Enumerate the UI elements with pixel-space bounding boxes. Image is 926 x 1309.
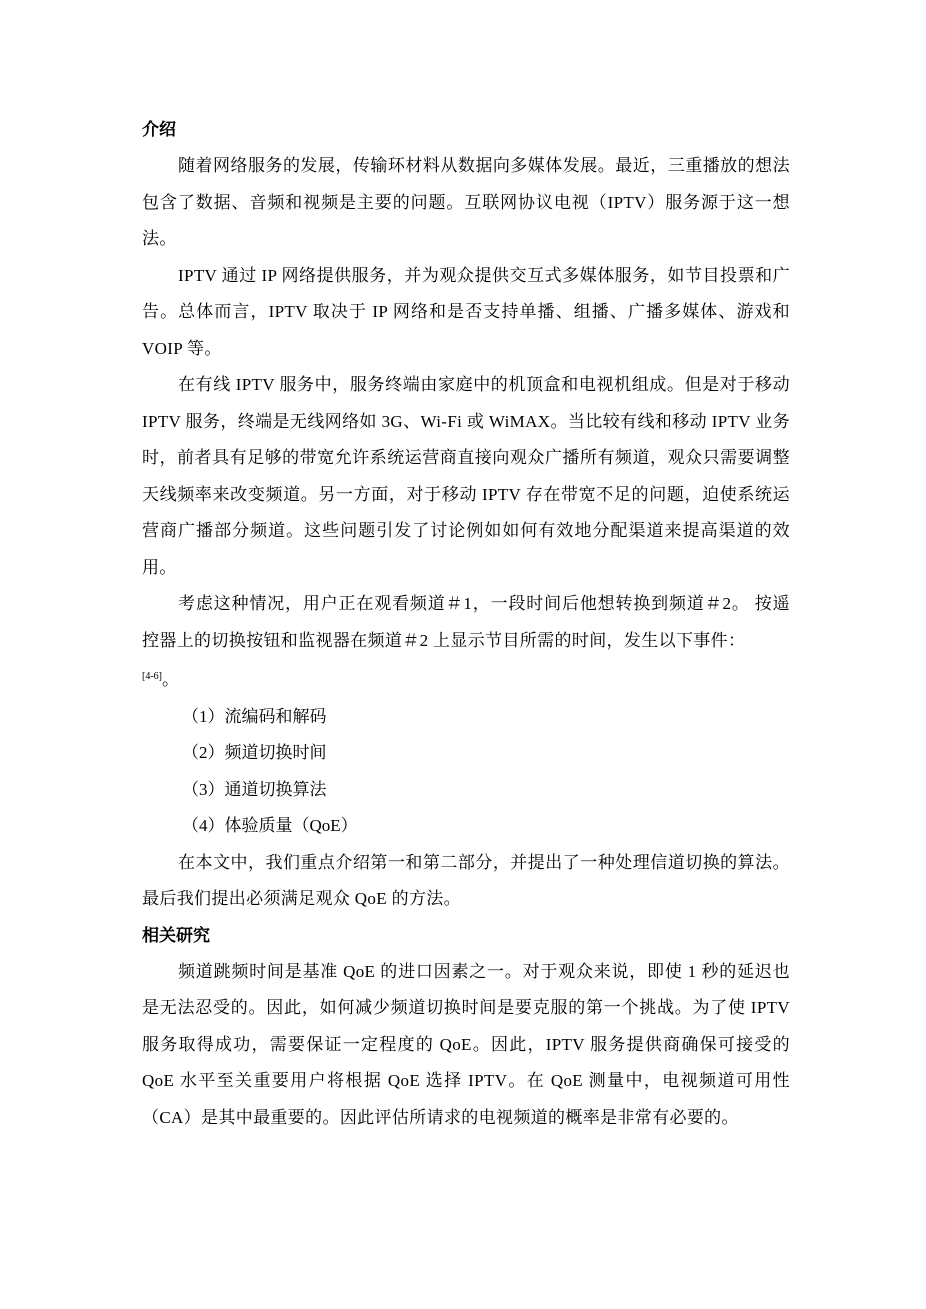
intro-paragraph-2: IPTV 通过 IP 网络提供服务，并为观众提供交互式多媒体服务，如节目投票和广告。总体而言，IPTV 取决于 IP 网络和是否支持单播、组播、广播多媒体、游戏和 VOIP 等。 — [142, 265, 790, 358]
intro-paragraph-1: 随着网络服务的发展，传输环材料从数据向多媒体发展。最近，三重播放的想法包含了数据、音频和视频是主要的问题。互联网协议电视（IPTV）服务源于这一想法。 — [142, 156, 790, 248]
intro-paragraph-5: 在本文中，我们重点介绍第一和第二部分，并提出了一种处理信道切换的算法。 最后我们提出必须满足观众 QoE 的方法。 — [142, 852, 790, 908]
citation-reference: [4-6] — [142, 671, 162, 682]
list-item: （2）频道切换时间 — [182, 743, 327, 762]
document-page — [142, 112, 790, 1136]
intro-paragraph-4 — [142, 586, 790, 699]
intro-paragraph-4-text: 考虑这种情况，用户正在观看频道＃1，一段时间后他想转换到频道＃2。 按遥控器上的切换按钮和监视器在频道＃2 上显示节目所需的时间，发生以下事件： — [142, 594, 790, 650]
related-work-paragraph-1: 频道跳频时间是基准 QoE 的进口因素之一。对于观众来说，即使 1 秒的延迟也是无法忍受的。因此，如何减少频道切换时间是要克服的第一个挑战。为了使 IPTV 服务取得成功，需要保证一定程度的 QoE。因此，IPTV 服务提供商确保可接受的 QoE 水平至关重要用户将根据 QoE 选择 IPTV。在 QoE 测量中，电视频道可用性（CA）是其中最重要的。因此评估所请求的电视频道的概率是非常有必要的。 — [142, 961, 790, 1127]
list-item: （4）体验质量（QoE） — [182, 816, 358, 835]
event-list — [142, 699, 790, 845]
list-item: （3）通道切换算法 — [182, 779, 327, 799]
section-heading-related-work: 相关研究 — [142, 925, 210, 946]
intro-paragraph-3: 在有线 IPTV 服务中，服务终端由家庭中的机顶盒和电视机组成。但是对于移动 IPTV 服务，终端是无线网络如 3G、Wi-Fi 或 WiMAX。当比较有线和移动 IPTV 业务时，前者具有足够的带宽允许系统运营商直接向观众广播所有频道，观众只需要调整天线频率来改变频道。另一方面，对于移动 IPTV 存在带宽不足的问题，迫使系统运营商广播部分频道。这些问题引发了讨论例如如何有效地分配渠道来提高渠道的效用。 — [142, 375, 790, 577]
list-item: （1）流编码和解码 — [182, 706, 327, 726]
intro-paragraph-4-end: 。 — [162, 670, 180, 689]
section-heading-introduction: 介绍 — [142, 120, 176, 140]
